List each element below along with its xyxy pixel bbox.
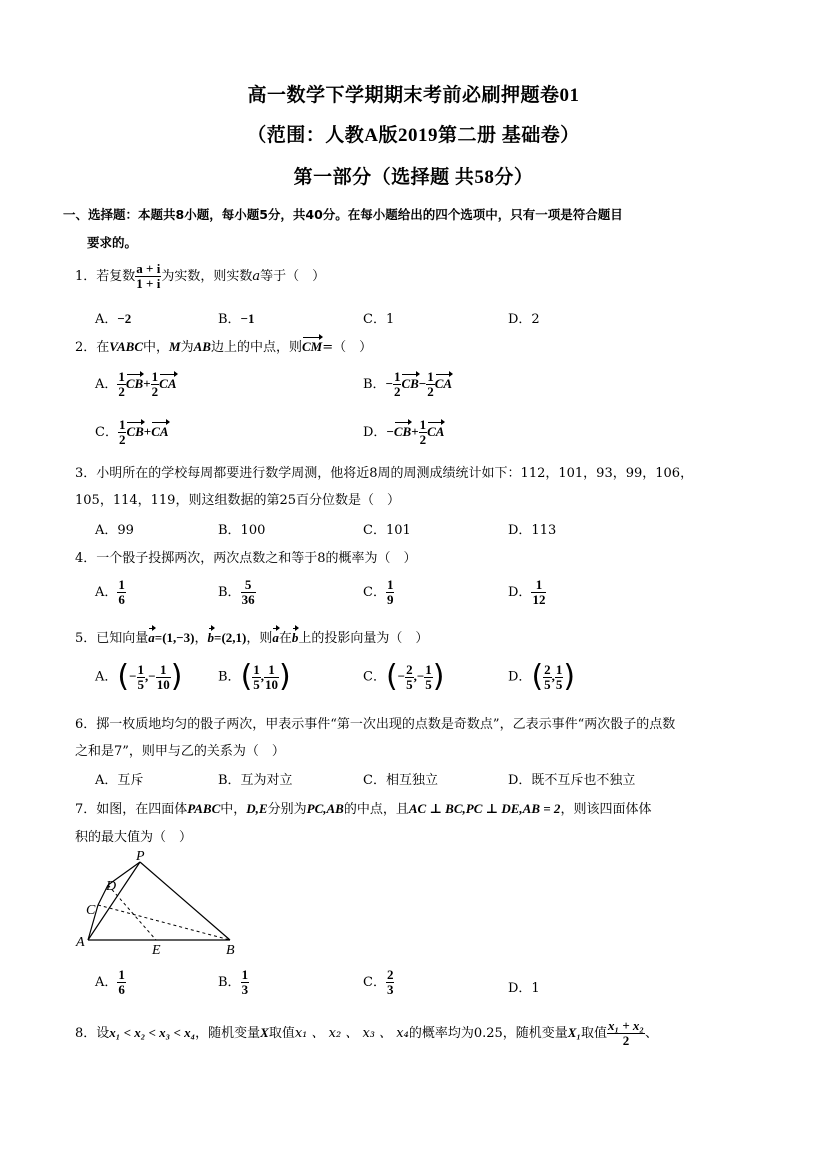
q7-option-b (218, 968, 249, 997)
q5-sep: ， (194, 631, 208, 646)
q5-c-n2: 1 (425, 661, 432, 677)
q5-c-d1: 5 (406, 676, 413, 692)
q2-b-frac1-num: 1 (393, 369, 401, 384)
q4-c-frac (386, 578, 395, 607)
section-instruction-line1: 一、选择题：本题共8小题，每小题5分，共40分。在每小题给出的四个选项中，只有一项是符合题目 (63, 207, 623, 222)
q8-text-4: 取值 (580, 1026, 607, 1041)
q5-vector-b: b (207, 630, 215, 645)
q5-b-lparen: ( (240, 659, 253, 694)
q5-b-frac2 (264, 663, 279, 692)
q4-d-frac (531, 578, 546, 607)
label-e: E (152, 943, 161, 958)
q5-b-frac1 (252, 663, 261, 692)
q3-option-c: C．101 (363, 523, 411, 538)
q7-prefix: 7．如图，在四面体 (75, 802, 188, 817)
q3-option-a: A．99 (95, 523, 134, 538)
q8-prefix: 8．设 (75, 1026, 110, 1041)
q2-d-frac-den: 2 (419, 432, 427, 447)
q5-d-n2: 1 (555, 661, 563, 677)
label-p: P (136, 850, 145, 864)
q2-a-frac2-den: 2 (151, 384, 159, 399)
q2-c-op: + (143, 424, 152, 439)
q5-a-sign1: − (129, 668, 137, 684)
q8-inequality: x₁ < x₂ < x₃ < x₄ (109, 1025, 196, 1040)
question-1 (75, 262, 325, 291)
q5-prefix: 5．已知向量 (75, 631, 149, 646)
q2-option-a-label: A． (95, 377, 118, 392)
q2-text-2: 为 (180, 340, 194, 355)
q5-d-d2: 5 (555, 676, 563, 692)
question-7-line1 (75, 798, 651, 817)
q5-c-d2: 5 (425, 676, 432, 692)
q7-b-num: 1 (241, 967, 249, 982)
q2-a-frac1-den: 2 (118, 384, 125, 399)
q7-c-num: 2 (386, 967, 394, 982)
page-subtitle: （范围：人教A版2019第二册 基础卷） (247, 125, 580, 146)
q1-prefix: 1．若复数 (75, 269, 136, 284)
q1-variable: a (252, 269, 261, 284)
q7-c-frac (386, 968, 395, 997)
q2-prefix: 2．在 (75, 340, 110, 355)
q2-a-frac1-num: 1 (118, 369, 125, 384)
q7-b-frac (241, 968, 250, 997)
q2-a-op: + (143, 376, 151, 391)
q7-option-c-label: C． (363, 975, 386, 990)
q8-text-3: 的概率均为0.25，随机变量 (408, 1026, 568, 1041)
q6-option-c: C．相互独立 (363, 773, 438, 788)
q5-b-n1: 1 (253, 661, 260, 677)
q1-option-b-value: −1 (240, 311, 255, 326)
q5-d-d1: 5 (544, 676, 551, 692)
q2-a-frac1 (117, 370, 126, 399)
q5-b-comma: , (260, 668, 265, 684)
q2-d-sign: − (386, 424, 394, 439)
q2-c-frac1-den: 2 (118, 432, 126, 447)
q1-fraction (135, 262, 161, 291)
q2-triangle: VABC (109, 339, 143, 354)
q2-option-d (363, 418, 444, 447)
q4-c-num: 1 (386, 577, 394, 592)
page-title: 高一数学下学期期末考前必刷押题卷01 (247, 85, 580, 106)
q7-text-2: 分别为 (267, 802, 307, 817)
q4-a-num: 1 (118, 577, 125, 592)
q7-a-den: 6 (118, 982, 125, 997)
q5-c-n1: 2 (406, 661, 413, 677)
q1-option-a (95, 308, 131, 327)
q7-option-c (363, 968, 394, 997)
q1-option-b (218, 308, 254, 327)
q2-d-frac (419, 418, 428, 447)
q5-option-d-label: D． (508, 669, 532, 685)
q5-a-lparen: ( (117, 659, 130, 694)
q5-b-n2: 1 (264, 663, 279, 678)
question-2 (75, 336, 372, 355)
q5-c-rparen: ) (432, 659, 445, 694)
q6-option-b: B．互为对立 (218, 773, 293, 788)
question-6-line1: 6．掷一枚质地均匀的骰子两次，甲表示事件“第一次出现的点数是奇数点”，乙表示事件“两次骰子的点数 (75, 717, 676, 732)
q8-tail: 、 (644, 1026, 658, 1041)
q5-option-c (363, 659, 445, 694)
edge-pa (88, 862, 140, 940)
question-8 (75, 1019, 658, 1048)
q2-tail: =（ ） (322, 340, 373, 355)
q7-tetrahedron: PABC (187, 801, 221, 816)
question-3-line2: 105，114，119，则这组数据的第25百分位数是（ ） (75, 493, 400, 508)
q2-b-vec-ca: CA (434, 376, 453, 391)
q5-b-value: =(2,1) (214, 630, 247, 645)
q8-variable-x: X (260, 1025, 269, 1040)
q5-a-value: =(1,−3) (154, 630, 195, 645)
q5-option-d (508, 659, 576, 694)
q2-option-c (95, 418, 169, 447)
q8-variable-x1: X₁ (567, 1025, 581, 1040)
q4-a-frac (117, 578, 126, 607)
q4-option-d-label: D． (508, 585, 532, 600)
q5-vector-b-2: b (291, 630, 299, 645)
q2-a-vec-ca: CA (159, 376, 177, 391)
tetrahedron-figure (70, 850, 250, 960)
q2-d-op: + (411, 424, 419, 439)
q5-a-n1: 1 (137, 661, 145, 677)
q2-text-3: 边上的中点，则 (210, 340, 302, 355)
q2-b-op: − (418, 376, 427, 391)
q2-option-b-label: B． (363, 377, 386, 392)
q2-b-frac2-den: 2 (427, 384, 434, 399)
q2-text-1: 中， (143, 340, 170, 355)
q5-option-a (95, 659, 183, 694)
q2-option-d-label: D． (363, 425, 387, 440)
q2-option-c-label: C． (95, 425, 118, 440)
q2-b-frac2-num: 1 (427, 369, 434, 384)
q7-option-a-label: A． (95, 975, 118, 990)
q7-text-3: 的中点，且 (343, 802, 409, 817)
q5-text-1: ，则 (246, 631, 273, 646)
q5-c-lparen: ( (385, 659, 398, 694)
q2-option-b (363, 370, 452, 399)
q4-option-a-label: A． (95, 585, 118, 600)
q1-option-b-label: B． (218, 312, 241, 327)
q5-a-n2: 1 (156, 663, 171, 678)
label-a: A (76, 935, 85, 950)
q7-c-den: 3 (386, 982, 394, 997)
label-b: B (226, 943, 235, 958)
q7-points-de: D,E (246, 801, 268, 816)
q5-a-rparen: ) (170, 659, 183, 694)
q2-a-vec-cb: CB (125, 376, 144, 391)
q1-numerator: a + i (136, 261, 161, 276)
q8-text-2: 取值 (268, 1026, 295, 1041)
q7-a-frac (117, 968, 126, 997)
q8-numerator: x₁ + x₂ (607, 1018, 644, 1033)
q1-middle: 为实数，则实数 (161, 269, 253, 284)
q5-b-rparen: ) (279, 659, 291, 694)
q5-a-d1: 5 (137, 676, 145, 692)
question-7-line2: 积的最大值为（ ） (75, 830, 193, 845)
q8-values: x₁ 、 x₂ 、 x₃ 、 x₄ (294, 1026, 409, 1041)
q7-conditions: AC ⊥ BC,PC ⊥ DE,AB = 2 (408, 801, 561, 816)
q3-option-d: D．113 (508, 523, 557, 538)
q5-d-rparen: ) (563, 659, 576, 694)
q2-option-a (95, 370, 177, 399)
q2-vector-cm: CM (301, 339, 323, 354)
q5-c-frac2 (424, 663, 433, 692)
q8-text-1: ，随机变量 (195, 1026, 261, 1041)
q2-a-frac2 (151, 370, 160, 399)
q5-option-b-label: B． (218, 669, 241, 685)
q4-d-den: 12 (532, 592, 546, 607)
label-d: D (106, 879, 117, 894)
q4-option-c-label: C． (363, 585, 386, 600)
q4-option-c (363, 578, 394, 607)
q4-c-den: 9 (386, 592, 394, 607)
q1-tail: 等于（ ） (260, 269, 326, 284)
q5-d-comma: , (551, 668, 555, 684)
q7-segments: PC,AB (306, 801, 344, 816)
q2-d-vec-ca: CA (427, 424, 445, 439)
q2-a-frac2-num: 1 (151, 369, 159, 384)
q5-c-sign1: − (397, 668, 406, 684)
q1-denominator: 1 + i (136, 276, 161, 291)
part-heading: 第一部分（选择题 共58分） (293, 167, 534, 188)
q5-text-2: 在 (278, 631, 292, 646)
q5-d-frac1 (543, 663, 552, 692)
q5-a-comma: , (145, 668, 149, 684)
q2-b-sign: − (385, 376, 393, 391)
q4-d-num: 1 (531, 578, 546, 593)
q1-option-c: C．1 (363, 312, 395, 327)
q7-option-b-label: B． (218, 975, 241, 990)
q2-b-vec-cb: CB (401, 376, 419, 391)
q5-vector-a: a (148, 630, 155, 645)
q4-option-a (95, 578, 126, 607)
q2-c-frac1-num: 1 (118, 417, 126, 432)
q5-a-frac1 (137, 661, 149, 692)
q5-b-d2: 10 (265, 676, 279, 692)
q2-b-frac1-den: 2 (393, 384, 401, 399)
q5-c-sign2: − (416, 668, 425, 684)
q2-point-m: M (169, 339, 181, 354)
q7-option-a (95, 968, 126, 997)
q5-c-comma: , (413, 668, 417, 684)
q1-option-a-label: A． (95, 312, 118, 327)
q5-option-b (218, 659, 291, 694)
q7-option-d: D．1 (508, 981, 540, 996)
q4-b-den: 36 (241, 592, 255, 607)
q5-a-d2: 10 (156, 676, 170, 692)
q4-b-frac (241, 578, 256, 607)
q4-option-d (508, 578, 546, 607)
q6-option-d: D．既不互斥也不独立 (508, 773, 636, 788)
label-c: C (86, 903, 96, 918)
q5-option-c-label: C． (363, 669, 386, 685)
q4-b-num: 5 (241, 578, 256, 593)
section-instruction-line2: 要求的。 (87, 235, 138, 250)
q5-option-a-label: A． (95, 669, 118, 685)
q3-option-b: B．100 (218, 523, 266, 538)
q5-d-lparen: ( (531, 659, 544, 694)
q2-b-frac2 (426, 370, 435, 399)
q4-a-den: 6 (118, 592, 125, 607)
q7-tail: ，则该四面体体 (560, 802, 652, 817)
q1-option-d: D．2 (508, 312, 540, 327)
q8-denominator: 2 (622, 1033, 630, 1048)
q5-vector-a-2: a (272, 630, 279, 645)
q2-c-vec-ca: CA (151, 424, 169, 439)
q2-c-vec-cb: CB (126, 424, 144, 439)
q5-a-frac2 (156, 663, 171, 692)
q7-a-num: 1 (118, 967, 125, 982)
question-5 (75, 627, 428, 646)
question-6-line2: 之和是7”，则甲与乙的关系为（ ） (75, 744, 285, 759)
q4-option-b (218, 578, 256, 607)
q2-c-frac1 (118, 418, 127, 447)
question-4: 4．一个骰子投掷两次，两次点数之和等于8的概率为（ ） (75, 551, 417, 566)
q5-a-sign2: − (148, 668, 156, 684)
q2-b-frac1 (393, 370, 402, 399)
q5-c-frac1 (405, 663, 414, 692)
question-3-line1: 3．小明所在的学校每周都要进行数学周测，他将近8周的周测成绩统计如下：112，101，93，99，106， (75, 466, 694, 481)
q2-d-vec-cb: CB (393, 424, 412, 439)
q5-tail: 上的投影向量为（ ） (298, 631, 429, 646)
q4-option-b-label: B． (218, 585, 241, 600)
q2-d-frac-num: 1 (419, 417, 427, 432)
q8-fraction (607, 1019, 645, 1048)
q1-option-a-value: −2 (117, 311, 132, 326)
q7-b-den: 3 (241, 982, 249, 997)
q5-b-d1: 5 (253, 676, 260, 692)
q7-text-1: 中， (220, 802, 247, 817)
q6-option-a: A．互斥 (95, 773, 144, 788)
q5-d-n1: 2 (544, 661, 551, 677)
q2-segment-ab: AB (193, 339, 211, 354)
